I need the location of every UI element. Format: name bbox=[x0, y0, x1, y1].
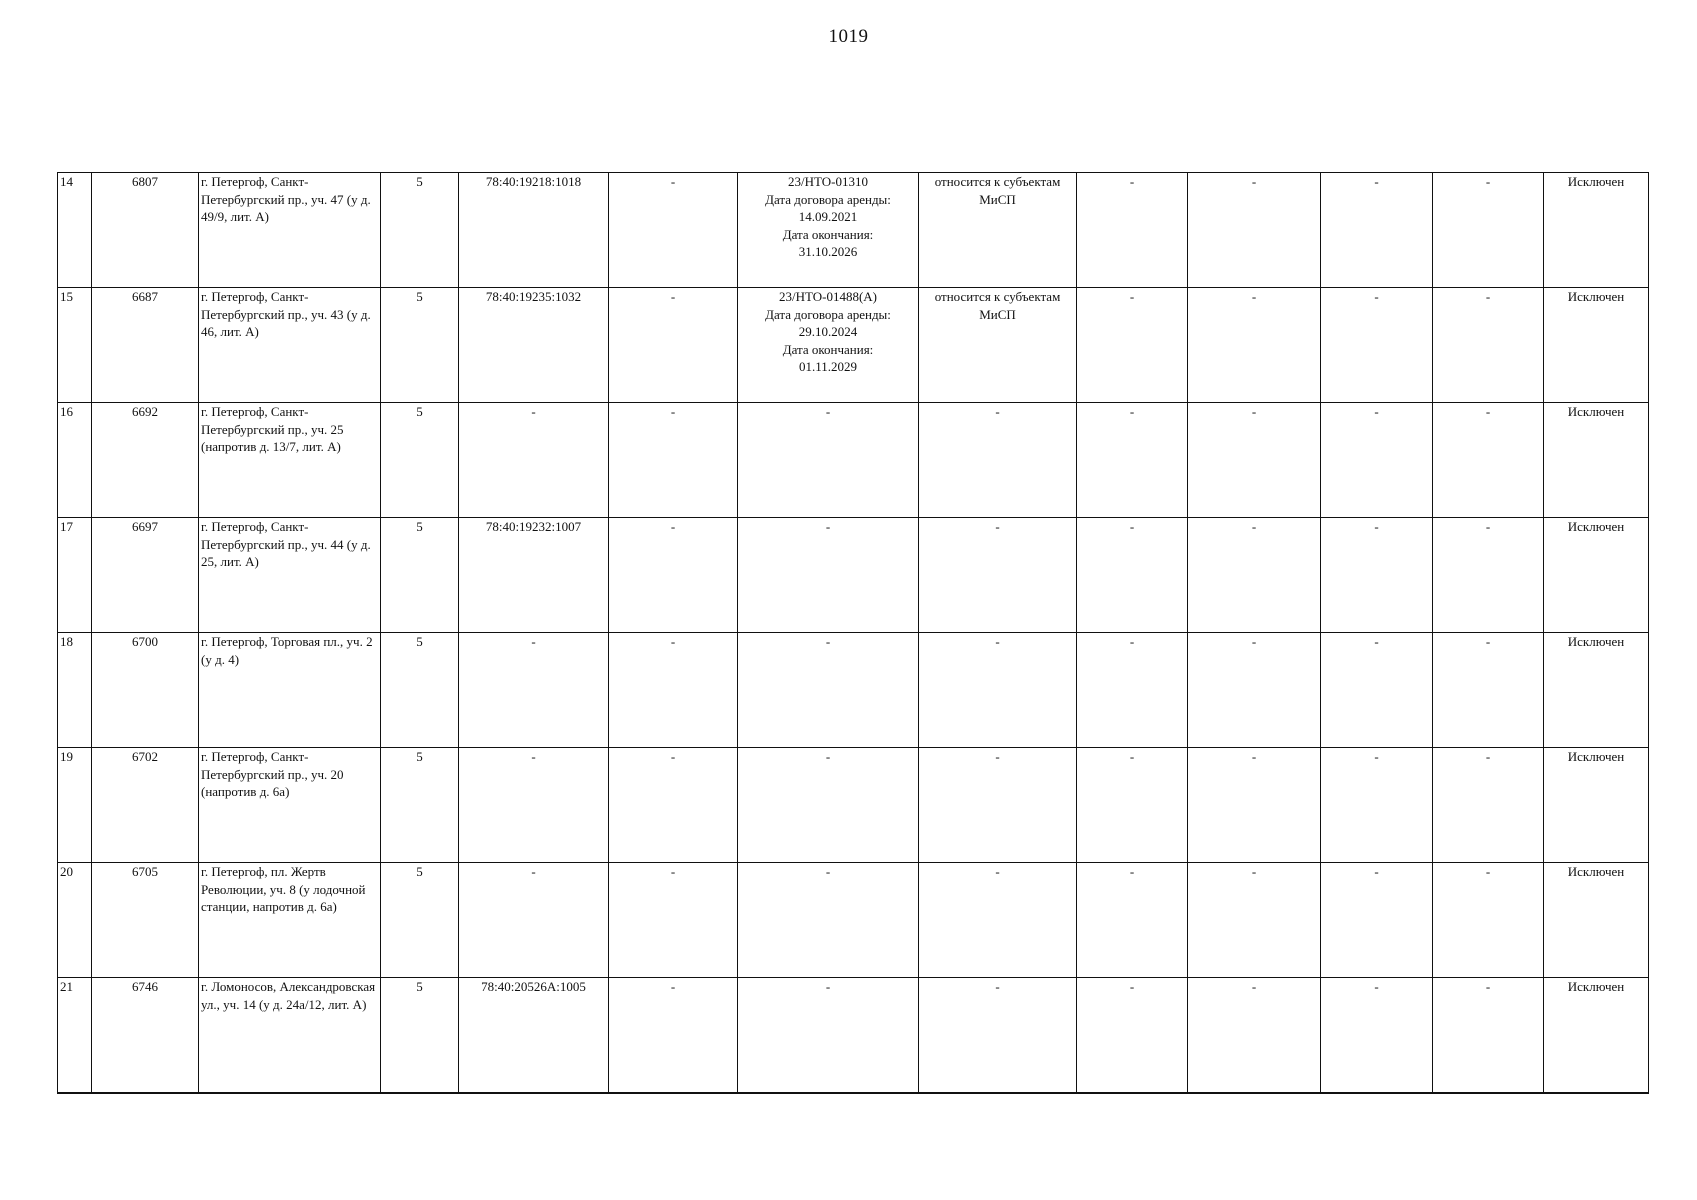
value-cell: - bbox=[1321, 288, 1433, 403]
address-cell: г. Петергоф, пл. Жертв Революции, уч. 8 (у лодочной станции, напротив д. 6а) bbox=[199, 863, 381, 978]
value-cell: - bbox=[1433, 748, 1544, 863]
value-cell: - bbox=[1077, 288, 1188, 403]
table-row bbox=[58, 403, 1649, 518]
object-id-cell: 6702 bbox=[92, 748, 199, 863]
value-cell: - bbox=[1321, 863, 1433, 978]
status-cell: Исключен bbox=[1544, 518, 1649, 633]
table-row bbox=[58, 978, 1649, 1094]
object-id-cell: 6746 bbox=[92, 978, 199, 1094]
value-cell: - bbox=[609, 748, 738, 863]
row-number-cell: 14 bbox=[58, 173, 92, 288]
object-id-cell: 6807 bbox=[92, 173, 199, 288]
value-cell: - bbox=[1321, 633, 1433, 748]
cadastral-number-cell: - bbox=[459, 403, 609, 518]
msp-category-cell: относится к субъектам МиСП bbox=[919, 288, 1077, 403]
object-id-cell: 6697 bbox=[92, 518, 199, 633]
value-cell: 5 bbox=[381, 518, 459, 633]
table-row bbox=[58, 288, 1649, 403]
contract-info-cell: - bbox=[738, 633, 919, 748]
value-cell: - bbox=[609, 173, 738, 288]
object-id-cell: 6705 bbox=[92, 863, 199, 978]
value-cell: - bbox=[1321, 748, 1433, 863]
value-cell: 5 bbox=[381, 978, 459, 1094]
table-row bbox=[58, 173, 1649, 288]
value-cell: - bbox=[1188, 748, 1321, 863]
address-cell: г. Петергоф, Санкт-Петербургский пр., уч. 47 (у д. 49/9, лит. А) bbox=[199, 173, 381, 288]
row-number-cell: 17 bbox=[58, 518, 92, 633]
msp-category-cell: - bbox=[919, 978, 1077, 1094]
status-cell: Исключен bbox=[1544, 748, 1649, 863]
value-cell: - bbox=[1188, 403, 1321, 518]
value-cell: - bbox=[1077, 518, 1188, 633]
value-cell: - bbox=[1188, 863, 1321, 978]
msp-category-cell: - bbox=[919, 518, 1077, 633]
address-cell: г. Петергоф, Санкт-Петербургский пр., уч. 44 (у д. 25, лит. А) bbox=[199, 518, 381, 633]
address-cell: г. Петергоф, Торговая пл., уч. 2 (у д. 4) bbox=[199, 633, 381, 748]
address-cell: г. Петергоф, Санкт-Петербургский пр., уч. 20 (напротив д. 6а) bbox=[199, 748, 381, 863]
value-cell: - bbox=[1433, 978, 1544, 1094]
object-id-cell: 6692 bbox=[92, 403, 199, 518]
table-row bbox=[58, 633, 1649, 748]
registry-table bbox=[57, 172, 1649, 1094]
contract-info-cell: - bbox=[738, 518, 919, 633]
value-cell: - bbox=[1077, 633, 1188, 748]
contract-info-cell: - bbox=[738, 863, 919, 978]
value-cell: - bbox=[1433, 518, 1544, 633]
status-cell: Исключен bbox=[1544, 863, 1649, 978]
value-cell: - bbox=[609, 403, 738, 518]
value-cell: - bbox=[1433, 863, 1544, 978]
object-id-cell: 6687 bbox=[92, 288, 199, 403]
value-cell: - bbox=[609, 288, 738, 403]
row-number-cell: 21 bbox=[58, 978, 92, 1094]
value-cell: - bbox=[1321, 403, 1433, 518]
value-cell: - bbox=[1188, 633, 1321, 748]
address-cell: г. Петергоф, Санкт-Петербургский пр., уч. 25 (напротив д. 13/7, лит. А) bbox=[199, 403, 381, 518]
page-number: 1019 bbox=[828, 26, 869, 47]
value-cell: 5 bbox=[381, 633, 459, 748]
status-cell: Исключен bbox=[1544, 173, 1649, 288]
status-cell: Исключен bbox=[1544, 288, 1649, 403]
cadastral-number-cell: 78:40:20526А:1005 bbox=[459, 978, 609, 1094]
table-body bbox=[58, 173, 1649, 1094]
status-cell: Исключен bbox=[1544, 633, 1649, 748]
value-cell: 5 bbox=[381, 403, 459, 518]
value-cell: - bbox=[1077, 173, 1188, 288]
value-cell: 5 bbox=[381, 863, 459, 978]
value-cell: - bbox=[1077, 403, 1188, 518]
value-cell: - bbox=[1188, 173, 1321, 288]
cadastral-number-cell: - bbox=[459, 633, 609, 748]
object-id-cell: 6700 bbox=[92, 633, 199, 748]
contract-info-cell: - bbox=[738, 978, 919, 1094]
value-cell: - bbox=[1188, 978, 1321, 1094]
status-cell: Исключен bbox=[1544, 403, 1649, 518]
value-cell: - bbox=[1188, 288, 1321, 403]
value-cell: - bbox=[1321, 518, 1433, 633]
value-cell: - bbox=[1433, 288, 1544, 403]
cadastral-number-cell: 78:40:19235:1032 bbox=[459, 288, 609, 403]
row-number-cell: 20 bbox=[58, 863, 92, 978]
table-row bbox=[58, 748, 1649, 863]
value-cell: 5 bbox=[381, 173, 459, 288]
contract-info-cell: 23/НТО-01310 Дата договора аренды: 14.09.2021 Дата окончания: 31.10.2026 bbox=[738, 173, 919, 288]
value-cell: - bbox=[1433, 173, 1544, 288]
row-number-cell: 15 bbox=[58, 288, 92, 403]
msp-category-cell: - bbox=[919, 633, 1077, 748]
contract-info-cell: - bbox=[738, 748, 919, 863]
value-cell: - bbox=[1077, 863, 1188, 978]
value-cell: - bbox=[609, 863, 738, 978]
cadastral-number-cell: 78:40:19218:1018 bbox=[459, 173, 609, 288]
table-row bbox=[58, 863, 1649, 978]
value-cell: - bbox=[1433, 403, 1544, 518]
value-cell: 5 bbox=[381, 288, 459, 403]
msp-category-cell: - bbox=[919, 748, 1077, 863]
row-number-cell: 18 bbox=[58, 633, 92, 748]
msp-category-cell: относится к субъектам МиСП bbox=[919, 173, 1077, 288]
value-cell: - bbox=[609, 633, 738, 748]
status-cell: Исключен bbox=[1544, 978, 1649, 1094]
value-cell: - bbox=[1321, 173, 1433, 288]
row-number-cell: 16 bbox=[58, 403, 92, 518]
value-cell: 5 bbox=[381, 748, 459, 863]
row-number-cell: 19 bbox=[58, 748, 92, 863]
value-cell: - bbox=[1077, 978, 1188, 1094]
value-cell: - bbox=[1077, 748, 1188, 863]
value-cell: - bbox=[1433, 633, 1544, 748]
value-cell: - bbox=[609, 978, 738, 1094]
address-cell: г. Ломоносов, Александровская ул., уч. 14 (у д. 24а/12, лит. А) bbox=[199, 978, 381, 1094]
cadastral-number-cell: - bbox=[459, 863, 609, 978]
cadastral-number-cell: - bbox=[459, 748, 609, 863]
address-cell: г. Петергоф, Санкт-Петербургский пр., уч. 43 (у д. 46, лит. А) bbox=[199, 288, 381, 403]
value-cell: - bbox=[609, 518, 738, 633]
value-cell: - bbox=[1188, 518, 1321, 633]
msp-category-cell: - bbox=[919, 863, 1077, 978]
cadastral-number-cell: 78:40:19232:1007 bbox=[459, 518, 609, 633]
msp-category-cell: - bbox=[919, 403, 1077, 518]
table-row bbox=[58, 518, 1649, 633]
value-cell: - bbox=[1321, 978, 1433, 1094]
contract-info-cell: 23/НТО-01488(А) Дата договора аренды: 29.10.2024 Дата окончания: 01.11.2029 bbox=[738, 288, 919, 403]
contract-info-cell: - bbox=[738, 403, 919, 518]
